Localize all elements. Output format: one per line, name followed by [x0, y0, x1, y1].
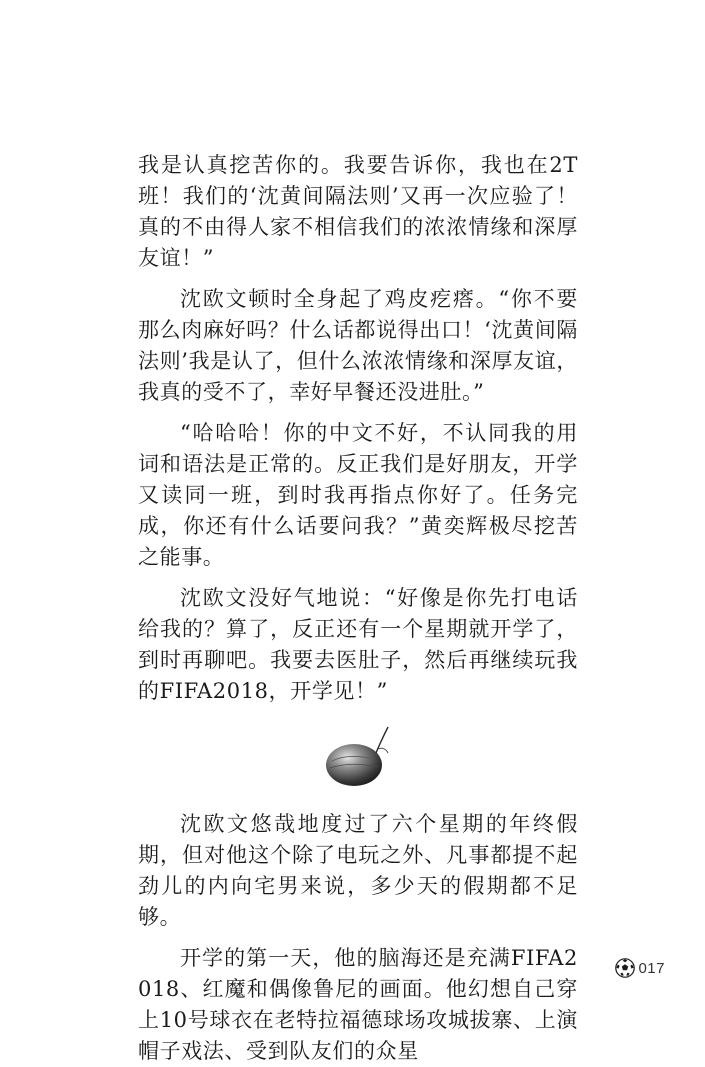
paragraph-6: 开学的第一天，他的脑海还是充满FIFA2018、红魔和偶像鲁尼的画面。他幻想自己穿上10号球衣在老特拉福德球场攻城拔寨、上演帽子戏法、受到队友们的众星 — [138, 946, 578, 1063]
coconut-icon — [318, 723, 398, 789]
page-text — [138, 150, 578, 1067]
section-ornament — [138, 723, 578, 789]
page-footer — [615, 958, 665, 978]
paragraph-4: 沈欧文没好气地说：“好像是你先打电话给我的？算了，反正还有一个星期就开学了，到时再聊吧。我要去医肚子，然后再继续玩我的FIFA2018，开学见！” — [138, 586, 578, 703]
page-number: 017 — [638, 959, 665, 977]
paragraph-2: 沈欧文顿时全身起了鸡皮疙瘩。“你不要那么肉麻好吗？什么话都说得出口！‘沈黄间隔法则’我是认了，但什么浓浓情缘和深厚友谊，我真的受不了，幸好早餐还没进肚。” — [138, 287, 578, 404]
soccer-ball-icon — [615, 958, 635, 978]
paragraph-1: 我是认真挖苦你的。我要告诉你，我也在2T班！我们的‘沈黄间隔法则’又再一次应验了！真的不由得人家不相信我们的浓浓情缘和深厚友谊！” — [138, 153, 578, 270]
paragraph-5: 沈欧文悠哉地度过了六个星期的年终假期，但对他这个除了电玩之外、凡事都提不起劲儿的内向宅男来说，多少天的假期都不足够。 — [138, 812, 578, 929]
paragraph-3: “哈哈哈！你的中文不好，不认同我的用词和语法是正常的。反正我们是好朋友，开学又读同一班，到时我再指点你好了。任务完成，你还有什么话要问我？”黄奕辉极尽挖苦之能事。 — [138, 421, 578, 569]
